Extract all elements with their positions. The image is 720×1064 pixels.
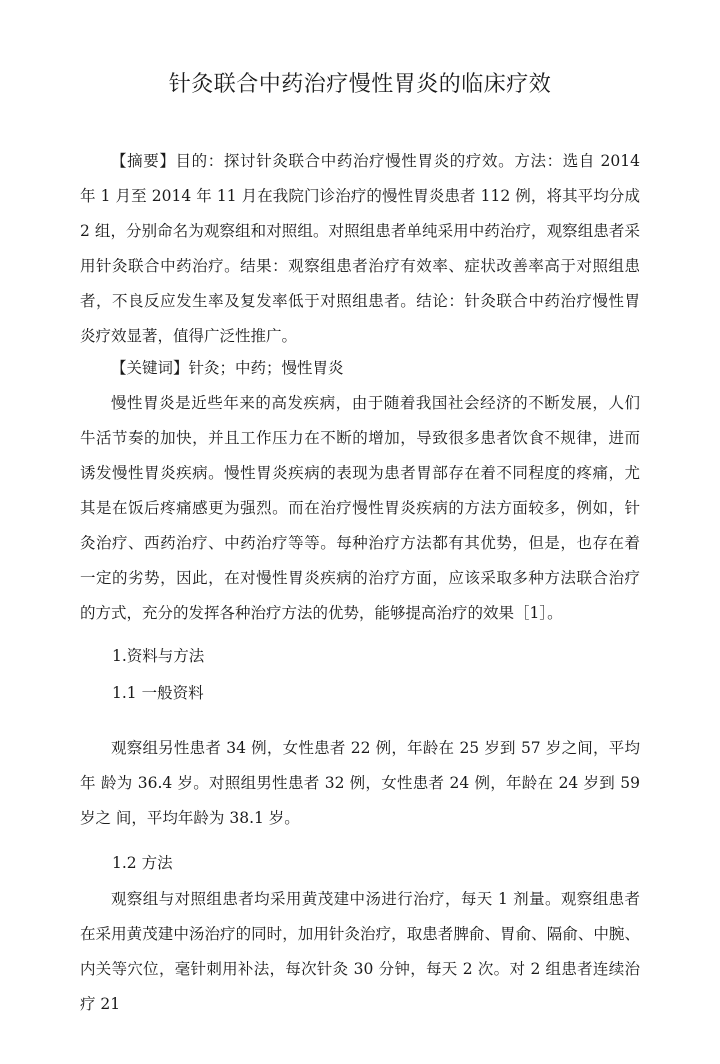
method-paragraph: 观察组与对照组患者均采用黄茂建中汤进行治疗，每天 1 剂量。观察组患者 在采用黄茂建中汤治疗的同时，加用针灸治疗，取患者脾俞、胃俞、隔俞、中腕、 内关等穴位，毫针刺用补法，每次针灸 30 分钟，每天 2 次。对 2 组患者连续治 疗 21 (80, 890, 640, 1013)
general-info-paragraph: 观察组另性患者 34 例，女性患者 22 例，年龄在 25 岁到 57 岁之间，平均年 龄为 36.4 岁。对照组男性患者 32 例，女性患者 24 例，年龄在 24 岁到 59 岁之 间，平均年龄为 38.1 岁。 (80, 739, 640, 827)
introduction-paragraph: 慢性胃炎是近些年来的高发疾病，由于随着我国社会经济的不断发展，人们 牛活节奏的加快，并且工作压力在不断的增加，导致很多患者饮食不规律，进而 诱发慢性胃炎疾病。慢性胃炎疾病的表现为患者胃部存在着不同程度的疼痛，尤 其是在饭后疼痛感更为强烈。而在治疗慢性胃炎疾病的方法方面较多，例如，针 灸治疗、西药治疗、中药治疗等等。每种治疗方法都有其优势，但是，也存在着 一定的劣势，因此，在对慢性胃炎疾病的治疗方面，应该采取多种方法联合治疗 的方式，充分的发挥各种治疗方法的优势，能够提高治疗的效果［1］。 (80, 394, 640, 622)
abstract-paragraph: 【摘要】目的：探讨针灸联合中药治疗慢性胃炎的疗效。方法：选自 2014 年 1 月至 2014 年 11 月在我院门诊治疗的慢性胃炎患者 112 例，将其平均分成 2 组，分别命名为观察组和对照组。对照组患者单纯采用中药治疗，观察组患者采 用针灸联合中药治疗。结果：观察组患者治疗有效率、症状改善率高于对照组患 者，不良反应发生率及复发率低于对照组患者。结论：针灸联合中药治疗慢性胃 炎疗效显著，值得广泛性推广。 (80, 152, 640, 345)
section-heading-materials-methods: 1.资料与方法 (112, 647, 205, 665)
paper-title: 针灸联合中药治疗慢性胃炎的临床疗效 (168, 72, 552, 97)
subsection-heading-method: 1.2 方法 (112, 854, 173, 872)
subsection-heading-general-info: 1.1 一般资料 (112, 684, 204, 702)
keywords-line: 【关键词】针灸；中药；慢性胃炎 (111, 359, 344, 377)
